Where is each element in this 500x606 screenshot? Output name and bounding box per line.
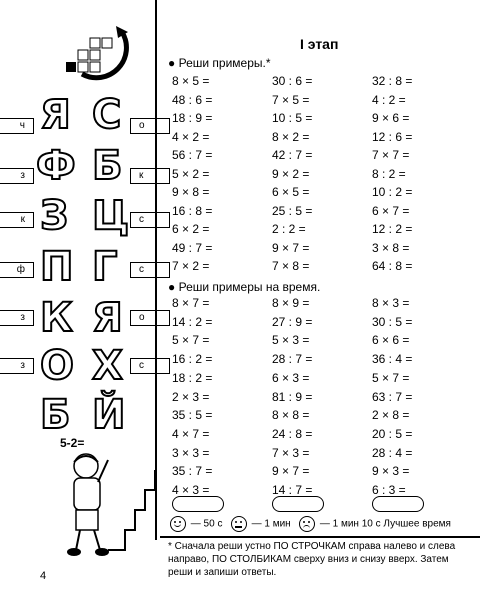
math-example: 4 : 2 = [372,92,406,107]
example-row [172,74,422,90]
pencil-letter: с [139,264,144,275]
math-example: 6 × 7 = [372,203,410,218]
math-example: 6 × 3 = [272,370,310,385]
math-example: 30 : 5 = [372,314,413,329]
math-example: 9 × 7 = [272,464,310,479]
example-row [172,148,422,164]
math-example: 7 × 2 = [172,259,210,273]
page-number: 4 [40,570,47,582]
math-example: 9 × 2 = [272,166,310,181]
math-example: 2 × 3 = [172,389,210,404]
pencil [130,212,170,228]
math-example: 6 × 5 = [272,185,310,199]
math-example: 3 × 8 = [372,240,410,255]
math-example: 25 : 5 = [272,203,313,218]
staircase-decoration [108,470,158,560]
stage-title: I этап [300,36,339,52]
example-row [172,464,422,480]
example-row [172,241,422,257]
example-row [172,333,422,349]
math-example: 35 : 5 = [172,408,213,423]
math-example: 49 : 7 = [172,240,213,255]
happy-face-icon [170,516,186,532]
time-legend [170,516,451,532]
time-answer-box[interactable] [372,496,424,512]
letter: Х [92,343,123,389]
math-example: 6 × 2 = [172,222,210,236]
math-example: 7 × 8 = [272,259,310,273]
pencil [130,262,170,278]
pencil-letter: з [20,360,25,371]
math-example: 9 × 8 = [172,185,210,199]
math-example: 8 : 2 = [372,166,406,181]
example-row [172,371,422,387]
math-example: 5 × 7 = [372,370,410,385]
math-example: 81 : 9 = [272,389,313,404]
pencil [130,168,170,184]
letter: Ф [36,143,76,189]
example-row [172,390,422,406]
math-example: 56 : 7 = [172,148,213,162]
example-row [172,408,422,424]
math-example: 16 : 8 = [172,203,213,218]
pencil [130,310,170,326]
math-example: 8 × 3 = [372,296,410,310]
example-row [172,296,422,312]
example-row [172,204,422,220]
math-example: 2 : 2 = [272,222,306,236]
example-row [172,352,422,368]
math-example: 12 : 6 = [372,129,413,144]
example-row [172,93,422,109]
letter: С [92,92,122,138]
time-answer-box[interactable] [272,496,324,512]
example-row [172,111,422,127]
example-row [172,185,422,201]
letter: Й [92,392,126,438]
example-row [172,222,422,238]
math-example: 6 : 3 = [372,483,406,497]
math-example: 30 : 6 = [272,74,313,88]
letter-column [0,0,155,560]
pencil-letter: о [139,312,145,323]
pencil-letter: о [139,120,145,131]
example-row [172,315,422,331]
pencil [0,118,34,134]
letter: П [40,244,74,290]
sad-face-icon [299,516,315,532]
math-example: 5 × 3 = [272,333,310,348]
math-example: 7 × 7 = [372,148,410,162]
math-example: 8 × 2 = [272,129,310,144]
math-example: 5 × 7 = [172,333,210,348]
math-example: 6 × 6 = [372,333,410,348]
note-divider [160,536,480,538]
math-example: 32 : 8 = [372,74,413,88]
letter: К [40,295,73,341]
math-example: 18 : 2 = [172,370,213,385]
math-example: 8 × 7 = [172,296,210,310]
math-example: 27 : 9 = [272,314,313,329]
math-example: 9 × 3 = [372,464,410,479]
pencil-letter: с [139,214,144,225]
letter: Б [92,143,123,189]
math-example: 12 : 2 = [372,222,413,236]
example-row [172,427,422,443]
math-example: 7 × 5 = [272,92,310,107]
pencil [0,212,34,228]
letter: Г [92,244,118,290]
math-example: 8 × 8 = [272,408,310,423]
math-example: 16 : 2 = [172,352,213,367]
pencil [0,168,34,184]
math-example: 8 × 9 = [272,296,310,310]
math-example: 7 × 3 = [272,445,310,460]
letter: Я [92,295,123,341]
letter: Ц [92,193,130,239]
math-example: 28 : 4 = [372,445,413,460]
math-example: 24 : 8 = [272,426,313,441]
math-example: 48 : 6 = [172,92,213,107]
legend-happy: — 50 с [190,518,223,530]
task2-title: ● Реши примеры на время. [168,280,321,294]
math-example: 2 × 8 = [372,408,410,423]
task1-title: ● Реши примеры.* [168,56,271,70]
pencil [130,118,170,134]
task2-title-text: Реши примеры на время. [178,280,321,294]
pencil [0,262,34,278]
example-row [172,446,422,462]
math-example: 4 × 2 = [172,129,210,144]
math-example: 14 : 2 = [172,314,213,329]
legend-neutral: — 1 мин [251,518,291,530]
math-example: 36 : 4 = [372,352,413,367]
math-example: 8 × 5 = [172,74,210,88]
math-example: 9 × 6 = [372,111,410,125]
math-example: 35 : 7 = [172,464,213,479]
example-row [172,130,422,146]
pencil-letter: ч [19,120,25,131]
math-example: 10 : 5 = [272,111,313,125]
pencil [0,358,34,374]
divider-line [155,0,157,540]
math-example: 3 × 3 = [172,445,210,460]
math-example: 14 : 7 = [272,483,313,497]
pencil-letter: з [20,170,25,181]
example-row [172,167,422,183]
letter: О [40,343,75,389]
pencil [0,310,34,326]
legend-best-time: Лучшее время [383,518,451,530]
math-example: 64 : 8 = [372,259,413,273]
task1-title-text: Реши примеры.* [178,56,271,70]
math-example: 18 : 9 = [172,111,213,125]
footnote: * Сначала реши устно ПО СТРОЧКАМ справа налево и слева направо, ПО СТОЛБИКАМ сверху вниз и снизу вверх. Затем реши и запиши ответы. [168,541,456,578]
pencil-letter: к [139,170,144,181]
math-example: 42 : 7 = [272,148,313,162]
letter: Я [40,92,71,138]
math-example: 10 : 2 = [372,185,413,199]
pencil [130,358,170,374]
math-example: 28 : 7 = [272,352,313,367]
pencil-letter: к [20,214,25,225]
math-example: 4 × 3 = [172,483,210,497]
letter: Б [40,392,71,438]
time-answer-box[interactable] [172,496,224,512]
neutral-face-icon [231,516,247,532]
math-example: 63 : 7 = [372,389,413,404]
example-row [172,259,422,275]
math-example: 4 × 7 = [172,426,210,441]
pencil-letter: с [139,360,144,371]
math-example: 9 × 7 = [272,240,310,255]
pencil-letter: ф [16,264,25,275]
pencil-letter: з [20,312,25,323]
stacked-blocks-icon [62,22,132,82]
legend-sad: — 1 мин 10 с [319,518,381,530]
board-text: 5-2= [60,436,85,450]
math-example: 20 : 5 = [372,426,413,441]
letter: З [40,193,69,239]
math-example: 5 × 2 = [172,166,210,181]
